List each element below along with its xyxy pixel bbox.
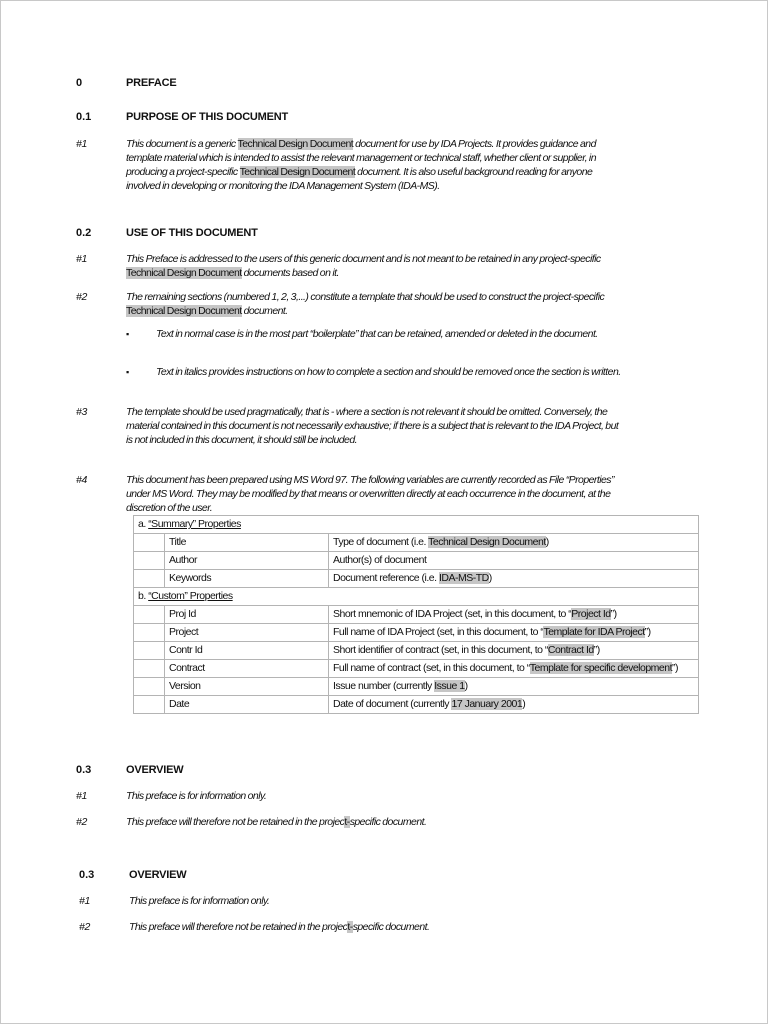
property-description-cell: [329, 678, 699, 696]
text-run: ”): [610, 608, 617, 620]
text-run: Full name of IDA Project (set, in this document, to “: [333, 626, 544, 638]
text-run: Author(s) of document: [333, 554, 427, 566]
properties-table-body: [134, 516, 699, 714]
overview-paragraph-2: [126, 815, 626, 829]
group-prefix: b.: [138, 590, 149, 602]
field-highlight: Project Id: [571, 608, 611, 620]
group-title: “Summary” Properties: [148, 518, 241, 530]
property-name-cell: Title: [165, 534, 329, 552]
text-run: Issue number (currently: [333, 680, 435, 692]
text-run: document. It is also useful background reading for anyone involved in developing or monitoring the IDA Management System (IDA-MS).: [126, 166, 593, 192]
table-row: [134, 624, 699, 642]
table-group-row: [134, 516, 699, 534]
section-title-use: USE OF THIS DOCUMENT: [126, 227, 258, 239]
text-run: ): [464, 680, 468, 692]
section-title-overview: OVERVIEW: [129, 869, 187, 881]
property-name-cell: Date: [165, 696, 329, 714]
table-row: [134, 642, 699, 660]
indent-cell: [134, 552, 165, 570]
table-row: [134, 660, 699, 678]
property-name-cell: Project: [165, 624, 329, 642]
indent-cell: [134, 624, 165, 642]
property-name-cell: Author: [165, 552, 329, 570]
bullet-marker: ▪: [126, 367, 130, 377]
paragraph-number: #3: [76, 406, 88, 418]
section-number: 0: [76, 77, 83, 89]
text-run: This Preface is addressed to the users of this generic document and is not meant to be retained in any project-specific: [126, 253, 601, 265]
use-paragraph-4: This document has been prepared using MS Word 97. The following variables are currently recorded as File “Properties” under MS Word. They may be modified by that means or overwritten directly at each occurrence in the document, at the discretion of the user.: [126, 474, 614, 514]
field-highlight: 17 January 2001: [451, 698, 523, 710]
text-run: document for use by IDA Projects. It provides guidance and template material which is intended to assist the relevant management or technical staff, whether client or supplier, in producing a project-specific: [126, 138, 596, 178]
field-highlight: Template for IDA Project: [543, 626, 645, 638]
table-group-row: [134, 588, 699, 606]
section-title-overview: OVERVIEW: [126, 764, 184, 776]
text-run: Full name of contract (set, in this document, to “: [333, 662, 530, 674]
section-number: 0.3: [79, 869, 95, 881]
paragraph-number: #2: [76, 291, 88, 303]
paragraph-number: #1: [76, 253, 88, 265]
property-name-cell: Contr Id: [165, 642, 329, 660]
field-highlight: t-: [344, 816, 350, 828]
table-row: [134, 570, 699, 588]
overview-paragraph-1: This preface is for information only.: [126, 790, 267, 802]
table-group-label: [134, 516, 699, 534]
paragraph-number: #1: [76, 790, 88, 802]
text-run: Short identifier of contract (set, in this document, to “: [333, 644, 548, 656]
group-title: “Custom” Properties: [148, 590, 233, 602]
property-description-cell: [329, 534, 699, 552]
indent-cell: [134, 606, 165, 624]
section-number: 0.1: [76, 111, 92, 123]
indent-cell: [134, 696, 165, 714]
field-highlight: Issue 1: [434, 680, 465, 692]
table-row: [134, 696, 699, 714]
text-run: ): [488, 572, 492, 584]
text-run: ): [522, 698, 526, 710]
field-highlight: Technical Design Document: [239, 166, 356, 178]
property-name-cell: Contract: [165, 660, 329, 678]
property-description-cell: [329, 552, 699, 570]
field-highlight: Technical Design Document: [428, 536, 546, 548]
field-highlight: Template for specific development: [529, 662, 673, 674]
section-number: 0.2: [76, 227, 92, 239]
text-run: Date of document (currently: [333, 698, 452, 710]
section-number: 0.3: [76, 764, 92, 776]
bullet-marker: ▪: [126, 329, 130, 339]
properties-table: [133, 515, 699, 714]
paragraph-number: #2: [79, 921, 91, 933]
bullet-item: Text in normal case is in the most part “boilerplate” that can be retained, amended or deleted in the document.: [156, 328, 598, 340]
property-description-cell: [329, 624, 699, 642]
use-paragraph-2: [126, 290, 626, 318]
property-description-cell: [329, 642, 699, 660]
text-run: This document is a generic: [126, 138, 238, 150]
text-run: ): [545, 536, 549, 548]
text-run: ”): [644, 626, 651, 638]
text-run: Short mnemonic of IDA Project (set, in this document, to “: [333, 608, 572, 620]
text-run: This preface will therefore not be retained in the projec: [129, 921, 348, 933]
table-row: [134, 534, 699, 552]
overview-paragraph-2: [129, 920, 629, 934]
property-description-cell: [329, 696, 699, 714]
property-name-cell: Version: [165, 678, 329, 696]
table-group-label: [134, 588, 699, 606]
property-name-cell: Keywords: [165, 570, 329, 588]
use-paragraph-3: The template should be used pragmatically, that is - where a section is not relevant it should be omitted. Conversely, the material contained in this document is not necessarily exhaustive; if there is a subject that is relevant to the IDA Project, but is not included in this document, it should still be included.: [126, 406, 619, 446]
field-highlight: Technical Design Document: [126, 267, 242, 279]
paragraph-number: #1: [79, 895, 91, 907]
indent-cell: [134, 678, 165, 696]
text-run: Document reference (i.e.: [333, 572, 439, 584]
purpose-paragraph: [126, 137, 626, 193]
field-highlight: Contract Id: [547, 644, 594, 656]
field-highlight: Technical Design Document: [126, 305, 242, 317]
property-description-cell: [329, 660, 699, 678]
property-description-cell: [329, 570, 699, 588]
property-description-cell: [329, 606, 699, 624]
indent-cell: [134, 642, 165, 660]
property-name-cell: Proj Id: [165, 606, 329, 624]
table-row: [134, 678, 699, 696]
paragraph-number: #4: [76, 474, 88, 486]
use-paragraph-1: [126, 252, 626, 280]
section-title-preface: PREFACE: [126, 77, 177, 89]
text-run: documents based on it.: [241, 267, 339, 279]
table-row: [134, 606, 699, 624]
text-run: document.: [241, 305, 288, 317]
indent-cell: [134, 570, 165, 588]
group-prefix: a.: [138, 518, 149, 530]
section-title-purpose: PURPOSE OF THIS DOCUMENT: [126, 111, 289, 123]
table-row: [134, 552, 699, 570]
text-run: ”): [593, 644, 600, 656]
text-run: The remaining sections (numbered 1, 2, 3,...) constitute a template that should be used to construct the project-specific: [126, 291, 605, 303]
paragraph-number: #2: [76, 816, 88, 828]
text-run: Type of document (i.e.: [333, 536, 429, 548]
indent-cell: [134, 534, 165, 552]
text-run: ”): [672, 662, 679, 674]
bullet-item: Text in italics provides instructions on how to complete a section and should be removed once the section is written.: [156, 366, 621, 378]
text-run: This preface will therefore not be retained in the projec: [126, 816, 345, 828]
text-run: specific document.: [349, 816, 427, 828]
field-highlight: IDA-MS-TD: [438, 572, 489, 584]
field-highlight: Technical Design Document: [237, 138, 354, 150]
field-highlight: t-: [347, 921, 353, 933]
text-run: specific document.: [352, 921, 430, 933]
overview-paragraph-1: This preface is for information only.: [129, 895, 270, 907]
paragraph-number: #1: [76, 138, 88, 150]
indent-cell: [134, 660, 165, 678]
